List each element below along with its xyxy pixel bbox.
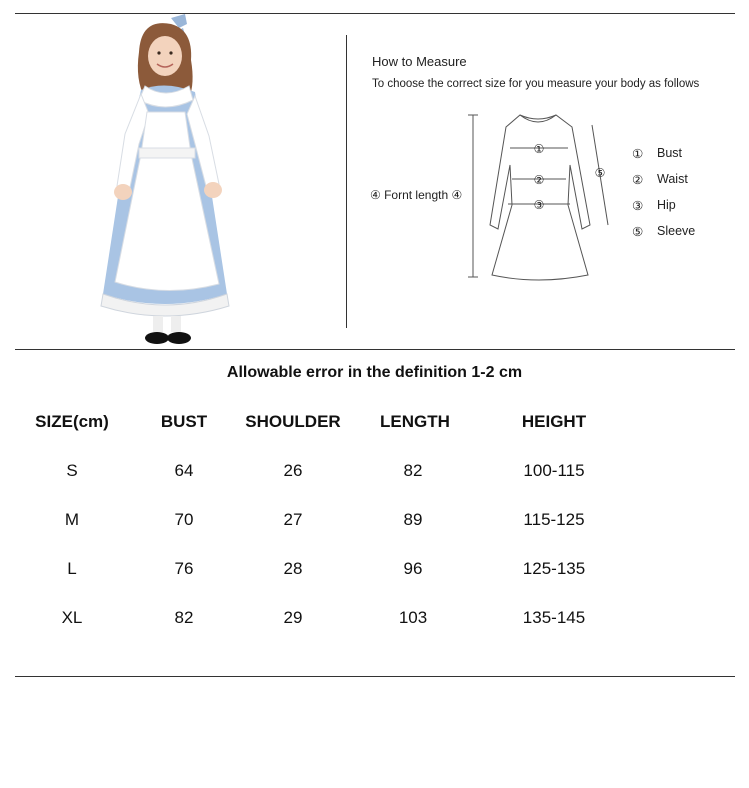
- front-length-label: ④ Fornt length ④: [370, 188, 463, 202]
- bottom-rule: [15, 676, 735, 677]
- header-cell: BUST: [160, 412, 208, 431]
- table-cell: M: [64, 510, 80, 529]
- vertical-divider: [346, 35, 347, 328]
- header-cell: LENGTH: [380, 412, 450, 431]
- table-cell: 64: [174, 461, 194, 480]
- measurement-diagram: [360, 105, 630, 290]
- header-cell: SHOULDER: [245, 412, 341, 431]
- table-cell: 82: [174, 608, 194, 627]
- table-cell: 28: [283, 559, 303, 578]
- header-cell: HEIGHT: [521, 412, 587, 431]
- table-row: [0, 596, 749, 645]
- table-cell: XL: [61, 608, 83, 627]
- table-cell: 96: [403, 559, 423, 578]
- table-row: [0, 547, 749, 596]
- table-cell: L: [67, 559, 77, 578]
- table-cell: 89: [403, 510, 423, 529]
- bust-marker: ①: [533, 142, 545, 156]
- error-note: Allowable error in the definition 1-2 cm: [226, 364, 523, 381]
- table-row: [0, 498, 749, 547]
- legend-item: ③ Hip: [632, 197, 676, 213]
- table-cell: 26: [283, 461, 303, 480]
- table-cell: 82: [403, 461, 423, 480]
- table-cell: 70: [174, 510, 194, 529]
- size-table: [0, 400, 749, 645]
- table-cell: 115-125: [523, 510, 585, 529]
- table-header-row: [0, 400, 749, 449]
- table-cell: 125-135: [522, 559, 586, 578]
- sleeve-marker: ⑤: [594, 166, 606, 180]
- measure-title: How to Measure: [372, 54, 467, 69]
- table-cell: 100-115: [523, 461, 585, 480]
- legend-item: ① Bust: [632, 145, 683, 161]
- table-cell: 27: [283, 510, 303, 529]
- table-cell: 29: [283, 608, 303, 627]
- model-photo: [95, 14, 245, 348]
- legend-item: ② Waist: [632, 171, 688, 187]
- table-cell: S: [66, 461, 78, 480]
- legend-item: ⑤ Sleeve: [632, 223, 696, 239]
- measure-subtitle: To choose the correct size for you measure your body as follows: [372, 78, 700, 90]
- table-row: [0, 449, 749, 498]
- table-cell: 76: [174, 559, 194, 578]
- hip-marker: ③: [533, 198, 545, 212]
- waist-marker: ②: [533, 173, 545, 187]
- table-cell: 135-145: [522, 608, 586, 627]
- section-rule: [15, 349, 735, 350]
- header-cell: SIZE(cm): [35, 412, 109, 431]
- measure-legend: [632, 140, 695, 244]
- table-cell: 103: [398, 608, 428, 627]
